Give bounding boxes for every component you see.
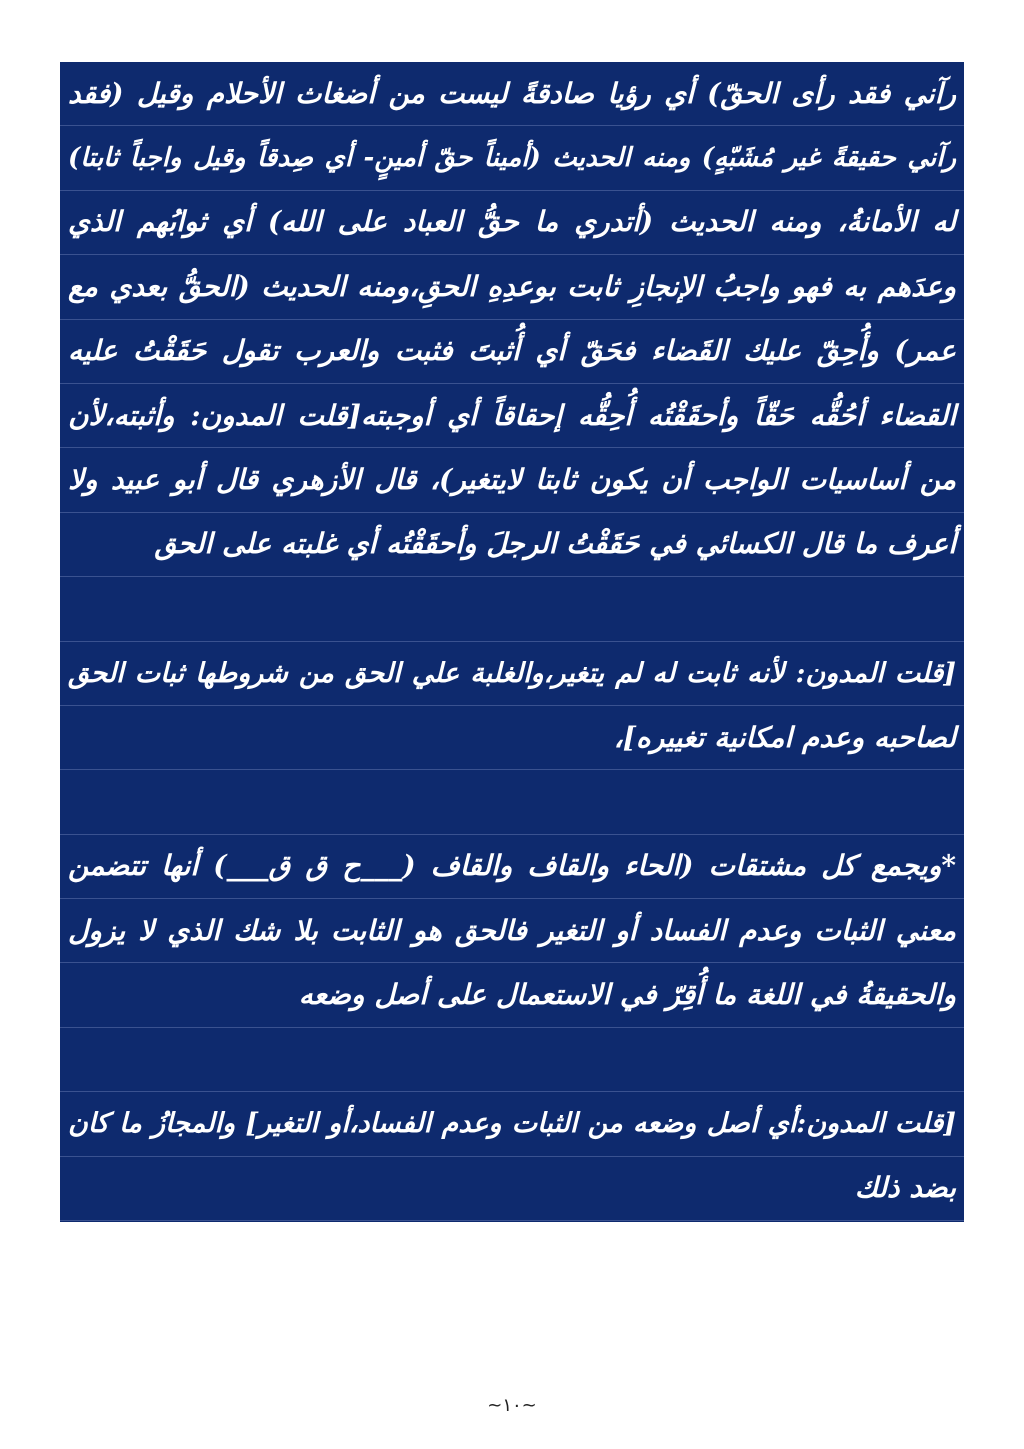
line-text: *ويجمع كل مشتقات (الحاء والقاف والقاف (___ح ق ق___) أنها تتضمن: [68, 849, 956, 883]
text-line-blank: [60, 1028, 964, 1092]
line-text: أعرف ما قال الكسائي في حَقَقْتُ الرجلَ وأحقَقْتُه أي غلبته على الحق: [154, 527, 956, 561]
text-line-blank: [60, 577, 964, 641]
line-text: [قلت المدون: لأنه ثابت له لم يتغير،والغلبة علي الحق من شروطها ثبات الحق: [68, 657, 956, 689]
text-line: [60, 513, 964, 577]
text-line-blank: [60, 770, 964, 834]
line-text: بضد ذلك: [854, 1171, 956, 1205]
text-line: [60, 706, 964, 770]
text-line: [60, 448, 964, 512]
text-line: [60, 191, 964, 255]
line-text: لصاحبه وعدم امكانية تغييره]،: [613, 720, 956, 754]
text-panel: [60, 62, 964, 1222]
line-text: القضاء أحُقُّه حَقّاً وأحقَقْتُه أُحِقُّه إحقاقاً أي أوجبته[قلت المدون: وأثبته،لأن: [68, 398, 956, 432]
line-text: رآني فقد رأى الحقّ) أي رؤيا صادقةً ليست من أضغاث الأحلام وقيل (فقد: [68, 76, 956, 110]
text-line: [60, 384, 964, 448]
text-line: [60, 320, 964, 384]
line-text: من أساسيات الواجب أن يكون ثابتا لايتغير)، قال الأزهري قال أبو عبيد ولا: [68, 463, 956, 497]
text-line: [60, 963, 964, 1027]
text-line: [60, 1092, 964, 1156]
line-text: له الأمانةُ، ومنه الحديث (أتدري ما حقُّ العباد على الله) أي ثوابُهم الذي: [68, 205, 956, 239]
text-line: [60, 1157, 964, 1221]
line-text: وعدَهم به فهو واجبُ الإنجازِ ثابت بوعدِهِ الحقِ،ومنه الحديث (الحقُّ بعدي مع: [68, 269, 956, 303]
text-line: [60, 126, 964, 190]
line-text: عمر) وأُحِقّ عليك القَضاء فحَقّ أي أُثبتَ فثبت والعرب تقول حَقَقْتُ عليه: [68, 334, 956, 368]
line-text: [قلت المدون:أي أصل وضعه من الثبات وعدم الفساد،أو التغير] والمجازُ ما كان: [68, 1108, 956, 1140]
text-line: [60, 255, 964, 319]
text-line: [60, 62, 964, 126]
text-line: [60, 899, 964, 963]
text-line: [60, 835, 964, 899]
text-line: [60, 642, 964, 706]
line-text: معني الثبات وعدم الفساد أو التغير فالحق هو الثابت بلا شك الذي لا يزول: [68, 913, 956, 947]
page-number: ~١٠~: [487, 1395, 537, 1416]
line-text: والحقيقةُ في اللغة ما أُقِرّ في الاستعمال على أصل وضعه: [298, 978, 956, 1012]
line-text: رآني حقيقةً غير مُشَبّهٍ) ومنه الحديث (أميناً حقّ أمينٍ- أي صِدقاً وقيل واجباً ثابتا): [68, 143, 956, 174]
